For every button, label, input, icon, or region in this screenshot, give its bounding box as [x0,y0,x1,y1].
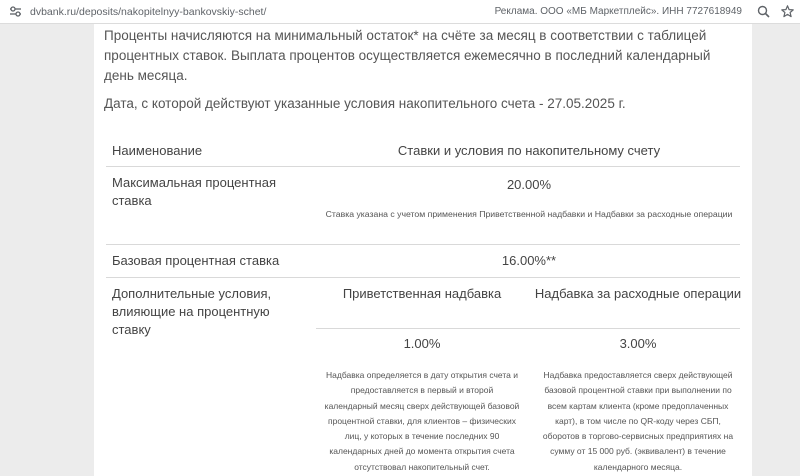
max-rate-value: 20.00% [506,177,552,192]
spending-bonus-value: 3.00% [619,336,657,351]
zoom-icon[interactable] [752,1,774,23]
extra-conditions-label: Дополнительные условия, влияющие на процентную ставку [112,286,272,337]
welcome-bonus-value: 1.00% [403,336,441,351]
divider [316,328,740,329]
site-settings-icon[interactable] [8,5,22,19]
header-name: Наименование [112,143,203,158]
deposit-terms-section [94,24,752,476]
spending-bonus-note: Надбавка предоставляется сверх действующей базовой процентной ставки при выполнении по всем картам клиента (кроме предоплаченных карт), в том числе по QR-коду через СБП, оборотов в торгово-сервисных предприятиях на сумму от 15 000 руб. (эквивалент) в течение календарного месяца. [542,370,734,472]
base-rate-value: 16.00%** [501,253,557,268]
bookmark-star-icon[interactable] [776,1,798,23]
max-rate-note: Ставка указана с учетом применения Приветственной надбавки и Надбавки за расходные операции [325,209,733,219]
interest-accrual-paragraph: Проценты начисляются на минимальный остаток* на счёте за месяц в соответствии с таблицей процентных ставок. Выплата процентов осуществляется ежемесячно в последний календарный день месяца. [104,28,711,83]
divider [106,277,740,278]
spending-bonus-header: Надбавка за расходные операции [534,286,742,301]
welcome-bonus-note: Надбавка определяется в дату открытия счета и предоставляется в первый и второй календарный месяц сверх действующей базовой процентной ставки, для клиентов – физических лиц, у которых в течение последних 90 календарных дней до момента открытия счета отсутствовал накопительный счет. [324,370,520,472]
header-terms: Ставки и условия по накопительному счету [397,143,661,158]
divider [106,166,740,167]
base-rate-label: Базовая процентная ставка [112,253,280,268]
effective-date-line: Дата, с которой действуют указанные условия накопительного счета - 27.05.2025 г. [104,96,626,111]
divider [106,244,740,245]
welcome-bonus-header: Приветственная надбавка [342,286,502,301]
ad-disclaimer: Реклама. ООО «МБ Маркетплейс». ИНН 7727618949 [494,6,742,17]
max-rate-label: Максимальная процентная ставка [112,175,276,208]
address-bar [0,0,800,24]
url-field[interactable]: dvbank.ru/deposits/nakopitelnyy-bankovskiy-schet/ [30,5,267,18]
